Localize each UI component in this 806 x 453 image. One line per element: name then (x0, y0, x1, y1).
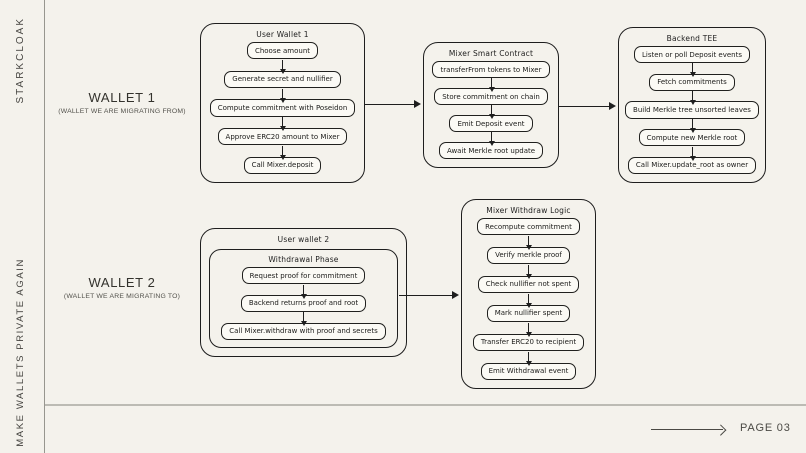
brand-vertical-text: STARKCLOAK (15, 17, 26, 104)
down-arrow-icon (528, 323, 529, 333)
tagline-vertical-text: MAKE WALLETS PRIVATE AGAIN (15, 258, 26, 447)
flow-container-backend-tee (618, 27, 766, 183)
container-title: Mixer Withdraw Logic (486, 206, 571, 215)
down-arrow-icon (528, 236, 529, 246)
flow-step: Compute commitment with Poseidon (210, 99, 356, 116)
flow-step: Approve ERC20 amount to Mixer (218, 128, 348, 145)
flow-step: Await Merkle root update (439, 142, 543, 159)
flow-step: Compute new Merkle root (639, 129, 746, 146)
down-arrow-icon (528, 352, 529, 362)
flow-step: Generate secret and nullifier (224, 71, 340, 88)
flow-step: Transfer ERC20 to recipient (473, 334, 584, 351)
step-list (627, 45, 757, 174)
container-title: Backend TEE (666, 34, 718, 43)
flow-container-user-wallet-2 (200, 228, 407, 357)
flow-step: Check nullifier not spent (478, 276, 580, 293)
flow-step: Listen or poll Deposit events (634, 46, 750, 63)
down-arrow-icon (692, 63, 693, 73)
chevron-right-icon (715, 424, 726, 435)
down-arrow-icon (303, 285, 304, 295)
flow-container-mixer-withdraw-logic (461, 199, 596, 389)
down-arrow-icon (282, 117, 283, 127)
flow-step: Call Mixer.withdraw with proof and secrets (221, 323, 386, 340)
down-arrow-icon (303, 312, 304, 322)
flow-step: Call Mixer.update_root as owner (628, 157, 756, 174)
step-list (209, 41, 356, 174)
flow-step: Emit Deposit event (449, 115, 532, 132)
flow-step: Backend returns proof and root (241, 295, 366, 312)
step-list (432, 60, 550, 159)
step-list (470, 217, 587, 380)
down-arrow-icon (282, 146, 283, 156)
sidebar-divider-line (44, 0, 45, 453)
page-number-label: PAGE 03 (740, 422, 791, 434)
flow-container-user-wallet-1 (200, 23, 365, 183)
down-arrow-icon (491, 78, 492, 88)
down-arrow-icon (692, 119, 693, 129)
flow-step: Store commitment on chain (434, 88, 548, 105)
flow-container-withdrawal-phase (209, 249, 398, 348)
wallet-2-label (47, 275, 197, 300)
step-list (218, 266, 389, 340)
wallet-2-subtitle: (WALLET WE ARE MIGRATING TO) (63, 293, 181, 300)
flow-step: Build Merkle tree unsorted leaves (625, 101, 759, 118)
container-title: Mixer Smart Contract (448, 49, 534, 58)
down-arrow-icon (491, 132, 492, 142)
down-arrow-icon (282, 60, 283, 70)
wallet-1-subtitle: (WALLET WE ARE MIGRATING FROM) (58, 108, 186, 115)
container-title: Withdrawal Phase (268, 255, 339, 264)
flow-step: Fetch commitments (649, 74, 735, 91)
flow-step: Recompute commitment (477, 218, 580, 235)
wallet-1-label (47, 90, 197, 115)
flow-step: Verify merkle proof (487, 247, 570, 264)
footer-divider-line (45, 404, 806, 406)
wallet-2-title: WALLET 2 (88, 275, 156, 290)
down-arrow-icon (491, 105, 492, 115)
down-arrow-icon (528, 294, 529, 304)
flow-step: Call Mixer.deposit (244, 157, 322, 174)
flow-step: Request proof for commitment (242, 267, 366, 284)
down-arrow-icon (692, 91, 693, 101)
right-arrow-icon (365, 104, 415, 105)
flow-container-mixer-smart-contract (423, 42, 559, 168)
down-arrow-icon (282, 89, 283, 99)
flow-step: transferFrom tokens to Mixer (432, 61, 549, 78)
flow-step: Choose amount (247, 42, 318, 59)
flow-step: Mark nullifier spent (487, 305, 571, 322)
down-arrow-icon (528, 265, 529, 275)
container-title: User wallet 2 (277, 235, 330, 244)
flow-step: Emit Withdrawal event (481, 363, 577, 380)
page-nav-arrow-icon[interactable] (651, 429, 723, 430)
wallet-1-title: WALLET 1 (88, 90, 156, 105)
right-arrow-icon (399, 295, 453, 296)
down-arrow-icon (692, 147, 693, 157)
container-title: User Wallet 1 (256, 30, 309, 39)
right-arrow-icon (559, 106, 610, 107)
